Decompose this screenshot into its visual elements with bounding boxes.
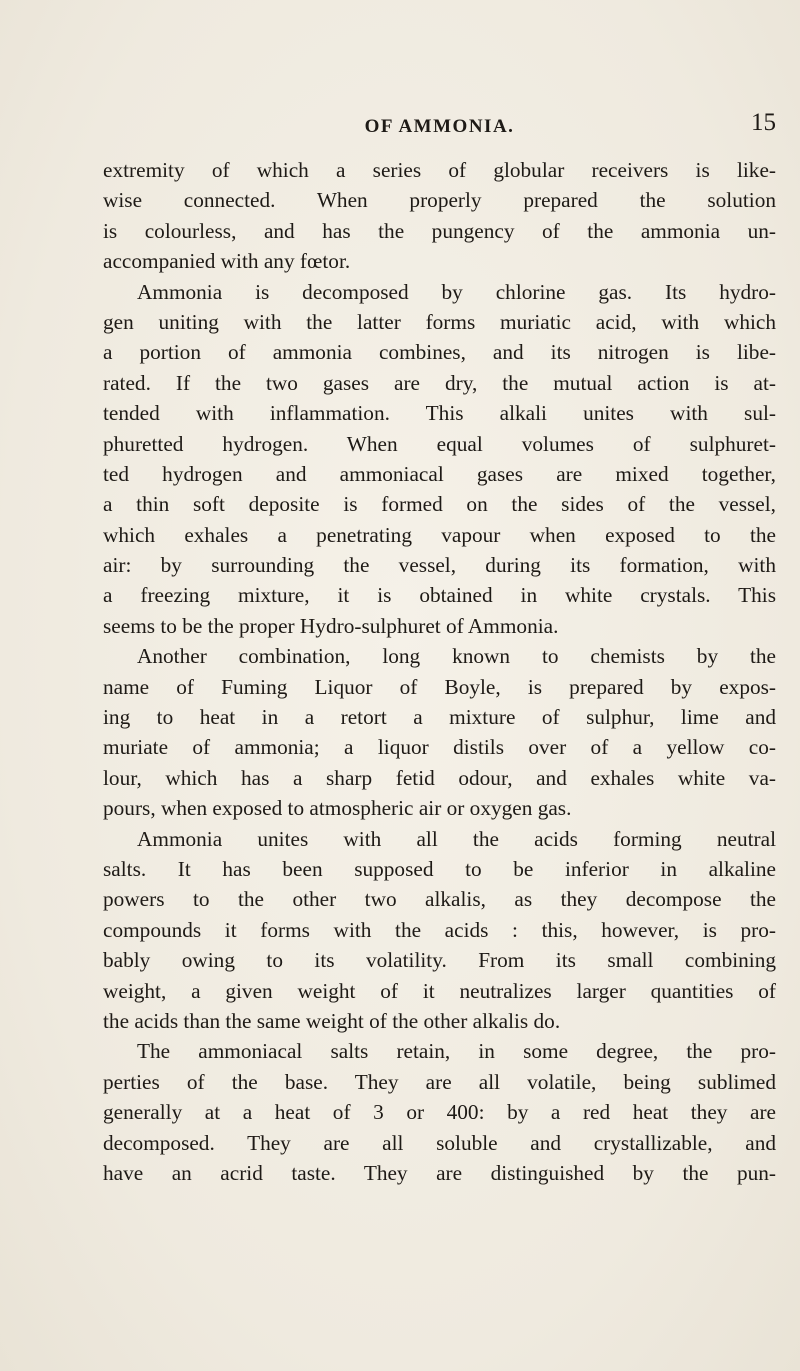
text-line: a portion of ammonia combines, and its nitrogen is libe- — [103, 340, 776, 365]
text-line: a freezing mixture, it is obtained in white crystals. This — [103, 583, 776, 608]
text-line: Another combination, long known to chemists by the — [137, 644, 776, 669]
text-line: muriate of ammonia; a liquor distils over of a yellow co- — [103, 735, 776, 760]
text-line: seems to be the proper Hydro-sulphuret of Ammonia. — [103, 613, 559, 638]
text-line: lour, which has a sharp fetid odour, and exhales white va- — [103, 765, 776, 790]
text-line: decomposed. They are all soluble and crystallizable, and — [103, 1130, 776, 1155]
text-line: salts. It has been supposed to be inferior in alkaline — [103, 856, 776, 881]
text-line: phuretted hydrogen. When equal volumes of sulphuret- — [103, 431, 776, 456]
text-line: Ammonia is decomposed by chlorine gas. Its hydro- — [137, 279, 776, 304]
text-line: have an acrid taste. They are distinguished by the pun- — [103, 1160, 776, 1185]
text-line: the acids than the same weight of the other alkalis do. — [103, 1008, 561, 1033]
text-line: wise connected. When properly prepared the solution — [103, 188, 776, 213]
text-line: powers to the other two alkalis, as they decompose the — [103, 887, 776, 912]
text-line: accompanied with any fœtor. — [103, 249, 351, 274]
text-line: weight, a given weight of it neutralizes larger quantities of — [103, 978, 776, 1003]
text-line: The ammoniacal salts retain, in some degree, the pro- — [137, 1039, 776, 1064]
text-line: gen uniting with the latter forms muriatic acid, with which — [103, 309, 776, 334]
text-line: Ammonia unites with all the acids forming neutral — [137, 826, 776, 851]
text-line: generally at a heat of 3 or 400: by a red heat they are — [103, 1100, 776, 1125]
text-line: ing to heat in a retort a mixture of sulphur, lime and — [103, 705, 776, 730]
page-number: 15 — [751, 109, 776, 136]
text-line: pours, when exposed to atmospheric air or oxygen gas. — [103, 796, 572, 821]
body-text — [103, 155, 776, 1188]
text-line: ted hydrogen and ammoniacal gases are mixed together, — [103, 461, 776, 486]
running-title: OF AMMONIA. — [364, 116, 515, 137]
text-line: rated. If the two gases are dry, the mutual action is at- — [103, 370, 776, 395]
text-line: tended with inflammation. This alkali unites with sul- — [103, 401, 776, 426]
running-head — [103, 109, 776, 142]
text-line: is colourless, and has the pungency of the ammonia un- — [103, 218, 776, 243]
text-line: air: by surrounding the vessel, during its formation, with — [103, 553, 776, 578]
text-line: which exhales a penetrating vapour when exposed to the — [103, 522, 776, 547]
text-line: name of Fuming Liquor of Boyle, is prepared by expos- — [103, 674, 776, 699]
text-line: bably owing to its volatility. From its small combining — [103, 948, 776, 973]
text-line: extremity of which a series of globular receivers is like- — [103, 158, 776, 182]
text-line: compounds it forms with the acids : this, however, is pro- — [103, 917, 776, 942]
text-line: perties of the base. They are all volatile, being sublimed — [103, 1069, 776, 1094]
text-line: a thin soft deposite is formed on the sides of the vessel, — [103, 492, 776, 517]
